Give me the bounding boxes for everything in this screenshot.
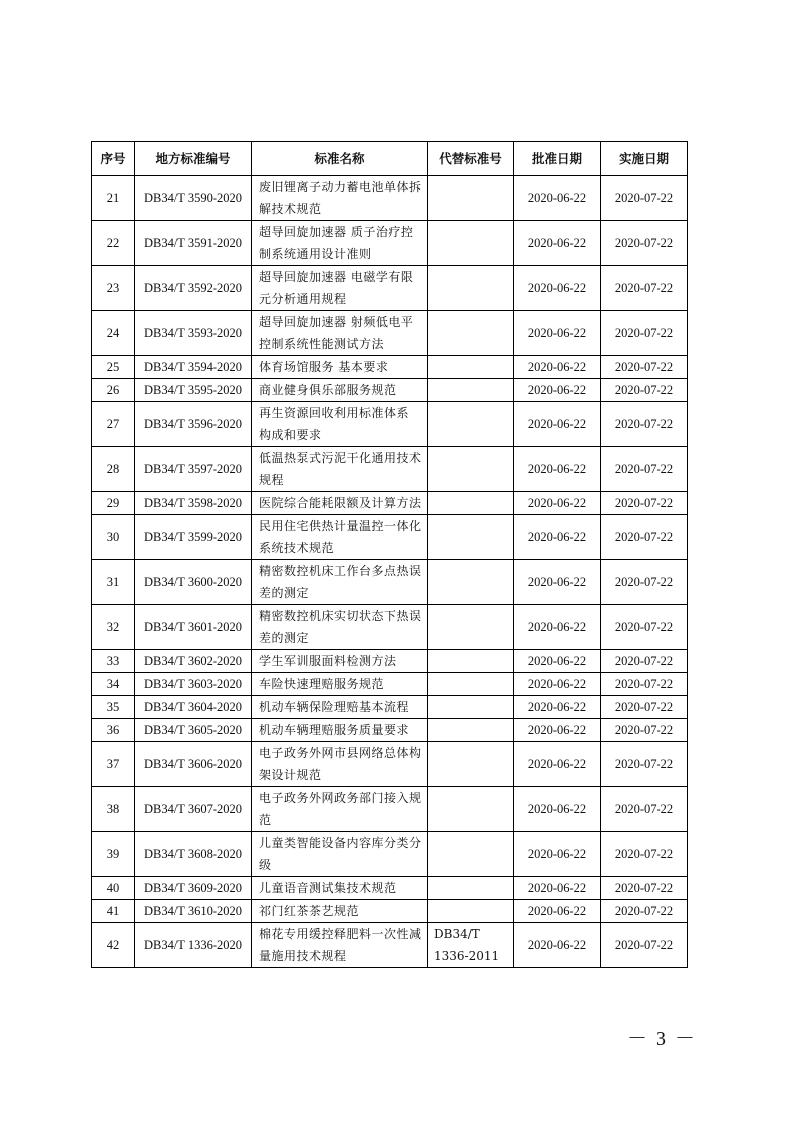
cell-replaced-standard	[428, 402, 514, 447]
cell-standard-code: DB34/T 3609-2020	[135, 877, 252, 900]
cell-replaced-standard	[428, 492, 514, 515]
cell-standard-code: DB34/T 3602-2020	[135, 650, 252, 673]
cell-standard-code: DB34/T 1336-2020	[135, 923, 252, 968]
cell-standard-name: 棉花专用缓控释肥料一次性减量施用技术规程	[252, 923, 428, 968]
table-row	[92, 900, 688, 923]
cell-replaced-standard	[428, 221, 514, 266]
cell-effective-date: 2020-07-22	[601, 402, 688, 447]
cell-effective-date: 2020-07-22	[601, 923, 688, 968]
cell-serial: 41	[92, 900, 135, 923]
cell-effective-date: 2020-07-22	[601, 266, 688, 311]
cell-serial: 33	[92, 650, 135, 673]
cell-standard-code: DB34/T 3591-2020	[135, 221, 252, 266]
cell-standard-name: 学生军训服面料检测方法	[252, 650, 428, 673]
cell-standard-name: 废旧锂离子动力蓄电池单体拆解技术规范	[252, 176, 428, 221]
cell-standard-name: 医院综合能耗限额及计算方法	[252, 492, 428, 515]
cell-approval-date: 2020-06-22	[514, 900, 601, 923]
cell-replaced-standard	[428, 832, 514, 877]
cell-approval-date: 2020-06-22	[514, 650, 601, 673]
table-row	[92, 356, 688, 379]
table-row	[92, 311, 688, 356]
cell-approval-date: 2020-06-22	[514, 673, 601, 696]
cell-standard-code: DB34/T 3599-2020	[135, 515, 252, 560]
cell-standard-name: 机动车辆理赔服务质量要求	[252, 719, 428, 742]
cell-standard-code: DB34/T 3596-2020	[135, 402, 252, 447]
cell-replaced-standard	[428, 787, 514, 832]
cell-replaced-standard	[428, 379, 514, 402]
header-replaces: 代替标准号	[428, 142, 514, 176]
cell-serial: 36	[92, 719, 135, 742]
cell-standard-name: 车险快速理赔服务规范	[252, 673, 428, 696]
cell-serial: 21	[92, 176, 135, 221]
cell-standard-name: 超导回旋加速器 质子治疗控制系统通用设计准则	[252, 221, 428, 266]
cell-serial: 23	[92, 266, 135, 311]
header-row	[92, 142, 688, 176]
cell-effective-date: 2020-07-22	[601, 696, 688, 719]
cell-serial: 31	[92, 560, 135, 605]
cell-standard-code: DB34/T 3593-2020	[135, 311, 252, 356]
cell-standard-name: 电子政务外网政务部门接入规范	[252, 787, 428, 832]
cell-approval-date: 2020-06-22	[514, 696, 601, 719]
header-serial: 序号	[92, 142, 135, 176]
cell-standard-code: DB34/T 3595-2020	[135, 379, 252, 402]
cell-serial: 24	[92, 311, 135, 356]
cell-serial: 37	[92, 742, 135, 787]
standards-table	[91, 141, 688, 968]
cell-effective-date: 2020-07-22	[601, 515, 688, 560]
cell-standard-name: 再生资源回收利用标准体系 构成和要求	[252, 402, 428, 447]
cell-standard-name: 机动车辆保险理赔基本流程	[252, 696, 428, 719]
cell-approval-date: 2020-06-22	[514, 379, 601, 402]
cell-serial: 38	[92, 787, 135, 832]
cell-approval-date: 2020-06-22	[514, 447, 601, 492]
table-row	[92, 673, 688, 696]
table-row	[92, 515, 688, 560]
cell-approval-date: 2020-06-22	[514, 560, 601, 605]
cell-effective-date: 2020-07-22	[601, 221, 688, 266]
header-effective-date: 实施日期	[601, 142, 688, 176]
table-row	[92, 742, 688, 787]
cell-standard-name: 低温热泵式污泥干化通用技术规程	[252, 447, 428, 492]
cell-approval-date: 2020-06-22	[514, 266, 601, 311]
cell-replaced-standard	[428, 673, 514, 696]
table-row	[92, 560, 688, 605]
cell-effective-date: 2020-07-22	[601, 356, 688, 379]
cell-replaced-standard	[428, 650, 514, 673]
table-row	[92, 221, 688, 266]
cell-effective-date: 2020-07-22	[601, 650, 688, 673]
cell-approval-date: 2020-06-22	[514, 176, 601, 221]
cell-effective-date: 2020-07-22	[601, 673, 688, 696]
cell-approval-date: 2020-06-22	[514, 515, 601, 560]
cell-serial: 27	[92, 402, 135, 447]
cell-standard-code: DB34/T 3600-2020	[135, 560, 252, 605]
cell-standard-code: DB34/T 3608-2020	[135, 832, 252, 877]
header-approval-date: 批准日期	[514, 142, 601, 176]
table-row	[92, 696, 688, 719]
table-row	[92, 650, 688, 673]
cell-replaced-standard	[428, 696, 514, 719]
cell-approval-date: 2020-06-22	[514, 605, 601, 650]
cell-standard-name: 超导回旋加速器 射频低电平控制系统性能测试方法	[252, 311, 428, 356]
cell-replaced-standard	[428, 605, 514, 650]
cell-effective-date: 2020-07-22	[601, 492, 688, 515]
table-row	[92, 266, 688, 311]
cell-serial: 25	[92, 356, 135, 379]
cell-serial: 32	[92, 605, 135, 650]
cell-effective-date: 2020-07-22	[601, 832, 688, 877]
cell-replaced-standard	[428, 447, 514, 492]
table-row	[92, 787, 688, 832]
cell-standard-code: DB34/T 3601-2020	[135, 605, 252, 650]
cell-effective-date: 2020-07-22	[601, 560, 688, 605]
cell-standard-code: DB34/T 3607-2020	[135, 787, 252, 832]
table-row	[92, 176, 688, 221]
table-row	[92, 923, 688, 968]
cell-effective-date: 2020-07-22	[601, 447, 688, 492]
cell-effective-date: 2020-07-22	[601, 900, 688, 923]
cell-standard-name: 民用住宅供热计量温控一体化系统技术规范	[252, 515, 428, 560]
cell-replaced-standard	[428, 742, 514, 787]
cell-serial: 26	[92, 379, 135, 402]
cell-standard-name: 精密数控机床工作台多点热误差的测定	[252, 560, 428, 605]
cell-replaced-standard	[428, 266, 514, 311]
cell-approval-date: 2020-06-22	[514, 311, 601, 356]
cell-effective-date: 2020-07-22	[601, 605, 688, 650]
cell-standard-name: 电子政务外网市县网络总体构架设计规范	[252, 742, 428, 787]
cell-serial: 40	[92, 877, 135, 900]
page-number: － 3 －	[627, 1028, 697, 1050]
table-header	[92, 142, 688, 176]
cell-serial: 28	[92, 447, 135, 492]
cell-standard-code: DB34/T 3604-2020	[135, 696, 252, 719]
cell-effective-date: 2020-07-22	[601, 787, 688, 832]
cell-approval-date: 2020-06-22	[514, 719, 601, 742]
cell-effective-date: 2020-07-22	[601, 176, 688, 221]
table-row	[92, 719, 688, 742]
table-row	[92, 877, 688, 900]
cell-standard-name: 儿童类智能设备内容库分类分级	[252, 832, 428, 877]
cell-approval-date: 2020-06-22	[514, 787, 601, 832]
cell-standard-name: 体育场馆服务 基本要求	[252, 356, 428, 379]
cell-standard-name: 儿童语音测试集技术规范	[252, 877, 428, 900]
cell-replaced-standard	[428, 719, 514, 742]
cell-approval-date: 2020-06-22	[514, 492, 601, 515]
cell-replaced-standard	[428, 176, 514, 221]
cell-effective-date: 2020-07-22	[601, 311, 688, 356]
table-row	[92, 492, 688, 515]
cell-standard-name: 商业健身俱乐部服务规范	[252, 379, 428, 402]
cell-serial: 30	[92, 515, 135, 560]
cell-replaced-standard	[428, 356, 514, 379]
cell-standard-code: DB34/T 3597-2020	[135, 447, 252, 492]
cell-approval-date: 2020-06-22	[514, 923, 601, 968]
table-row	[92, 832, 688, 877]
cell-standard-code: DB34/T 3598-2020	[135, 492, 252, 515]
cell-serial: 22	[92, 221, 135, 266]
cell-serial: 29	[92, 492, 135, 515]
cell-serial: 34	[92, 673, 135, 696]
cell-replaced-standard	[428, 900, 514, 923]
cell-approval-date: 2020-06-22	[514, 402, 601, 447]
cell-approval-date: 2020-06-22	[514, 356, 601, 379]
cell-effective-date: 2020-07-22	[601, 379, 688, 402]
cell-standard-code: DB34/T 3605-2020	[135, 719, 252, 742]
table-row	[92, 605, 688, 650]
table-body	[92, 176, 688, 968]
cell-effective-date: 2020-07-22	[601, 719, 688, 742]
cell-replaced-standard	[428, 560, 514, 605]
table-row	[92, 402, 688, 447]
cell-standard-code: DB34/T 3610-2020	[135, 900, 252, 923]
cell-standard-code: DB34/T 3606-2020	[135, 742, 252, 787]
cell-approval-date: 2020-06-22	[514, 832, 601, 877]
cell-replaced-standard	[428, 311, 514, 356]
cell-serial: 39	[92, 832, 135, 877]
cell-standard-code: DB34/T 3590-2020	[135, 176, 252, 221]
cell-approval-date: 2020-06-22	[514, 742, 601, 787]
header-name: 标准名称	[252, 142, 428, 176]
cell-effective-date: 2020-07-22	[601, 877, 688, 900]
cell-replaced-standard	[428, 877, 514, 900]
cell-serial: 42	[92, 923, 135, 968]
table-row	[92, 447, 688, 492]
table-row	[92, 379, 688, 402]
header-code: 地方标准编号	[135, 142, 252, 176]
cell-standard-code: DB34/T 3594-2020	[135, 356, 252, 379]
cell-effective-date: 2020-07-22	[601, 742, 688, 787]
cell-approval-date: 2020-06-22	[514, 877, 601, 900]
cell-serial: 35	[92, 696, 135, 719]
cell-standard-name: 祁门红茶茶艺规范	[252, 900, 428, 923]
cell-replaced-standard	[428, 515, 514, 560]
cell-standard-code: DB34/T 3592-2020	[135, 266, 252, 311]
cell-standard-name: 超导回旋加速器 电磁学有限元分析通用规程	[252, 266, 428, 311]
cell-standard-name: 精密数控机床实切状态下热误差的测定	[252, 605, 428, 650]
cell-standard-code: DB34/T 3603-2020	[135, 673, 252, 696]
cell-replaced-standard: DB34/T 1336-2011	[428, 923, 514, 968]
cell-approval-date: 2020-06-22	[514, 221, 601, 266]
